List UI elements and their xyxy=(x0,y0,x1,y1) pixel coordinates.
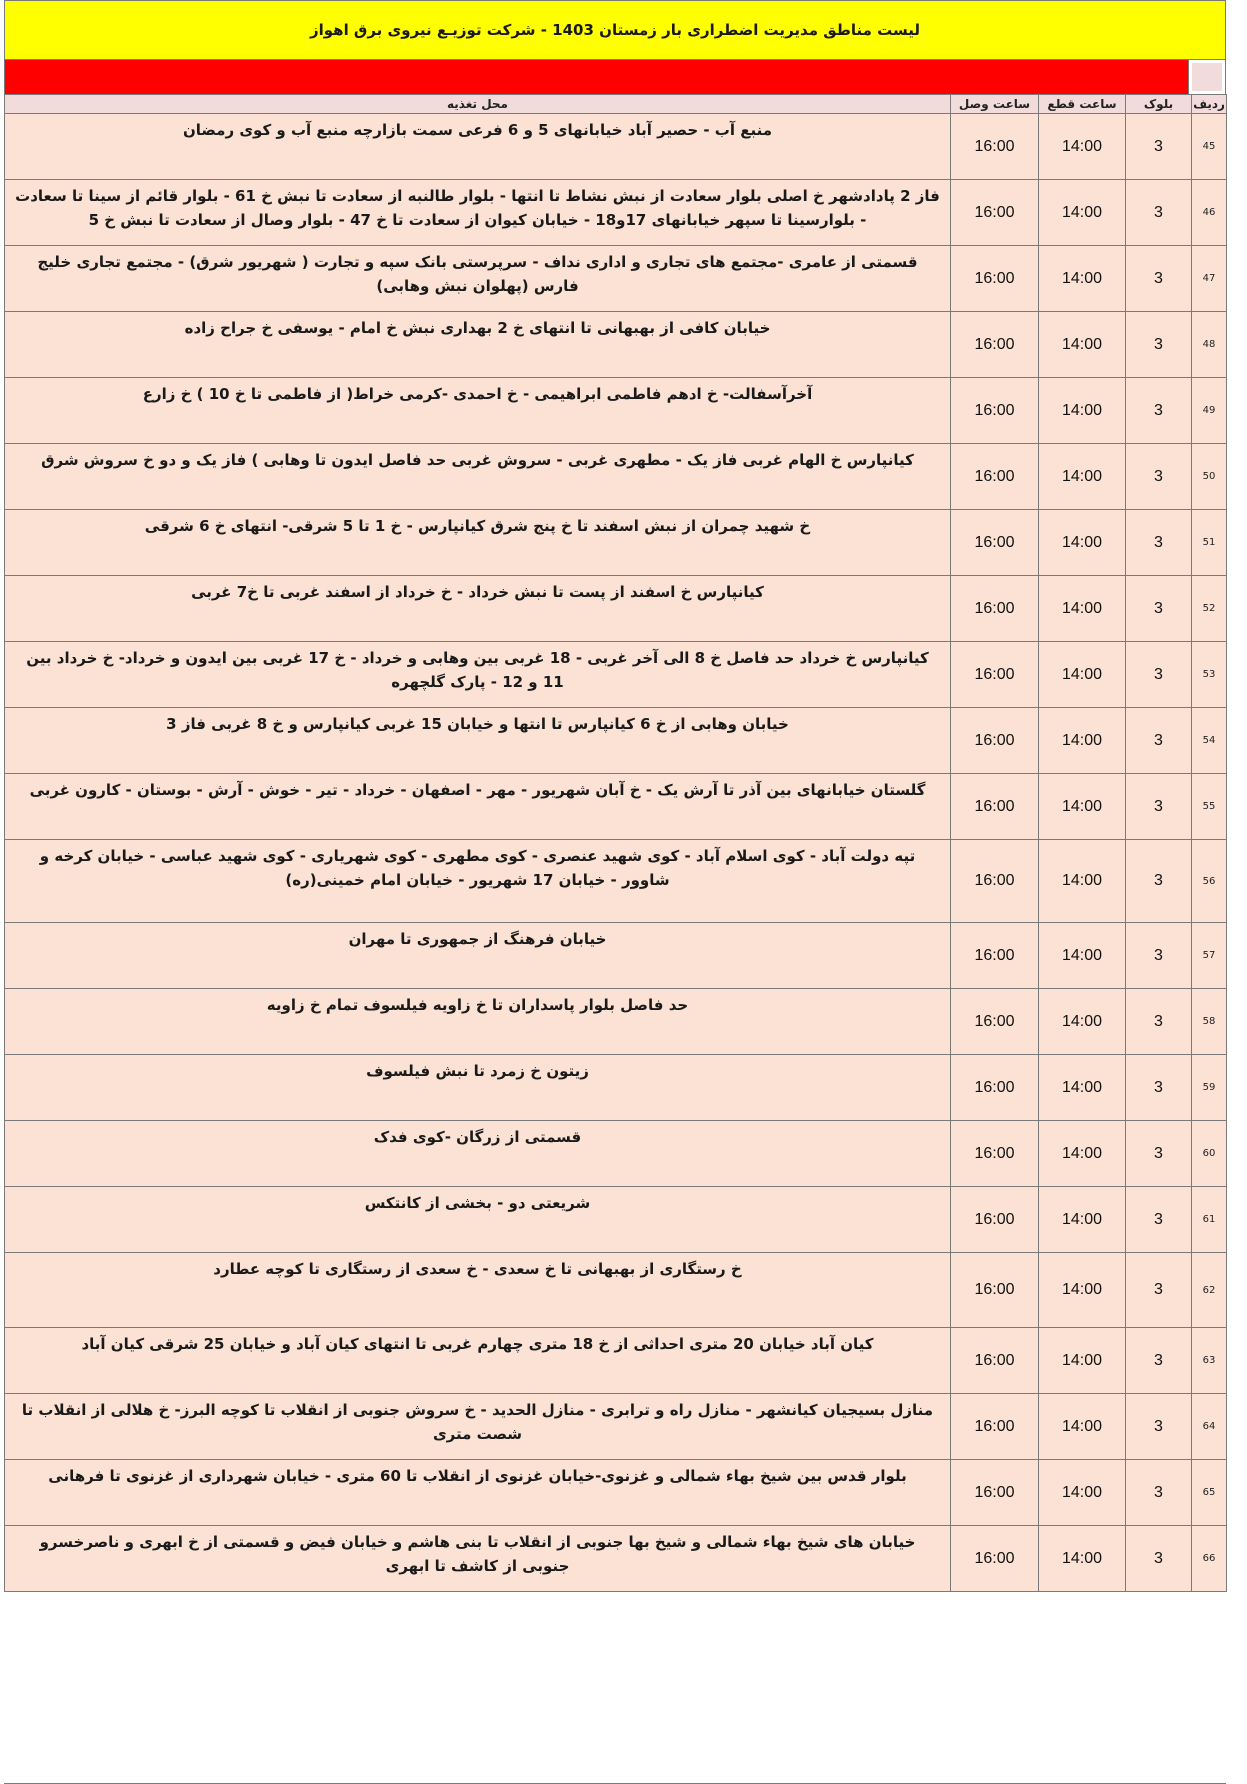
row-number-cell: 61 xyxy=(1192,1187,1227,1253)
block-cell: 3 xyxy=(1126,1055,1192,1121)
row-number-cell: 59 xyxy=(1192,1055,1227,1121)
table-row xyxy=(5,1526,1227,1592)
row-number-cell: 58 xyxy=(1192,989,1227,1055)
block-cell: 3 xyxy=(1126,774,1192,840)
block-cell: 3 xyxy=(1126,1526,1192,1592)
header-cut-time: ساعت قطع xyxy=(1039,95,1126,114)
location-cell: خ شهید چمران از نبش اسفند تا خ پنج شرق کیانپارس - خ 1 تا 5 شرقی- انتهای خ 6 شرقی xyxy=(5,510,951,576)
location-cell: کیانپارس خ الهام غربی فاز یک - مطهری غربی - سروش غربی حد فاصل ایدون تا وهابی ) فاز یک و دو خ سروش شرق xyxy=(5,444,951,510)
connect-time-cell: 16:00 xyxy=(951,923,1039,989)
block-cell: 3 xyxy=(1126,840,1192,923)
row-number-cell: 62 xyxy=(1192,1253,1227,1328)
row-number-cell: 66 xyxy=(1192,1526,1227,1592)
header-row-number: ردیف xyxy=(1192,95,1227,114)
connect-time-cell: 16:00 xyxy=(951,114,1039,180)
cut-time-cell: 14:00 xyxy=(1039,1055,1126,1121)
connect-time-cell: 16:00 xyxy=(951,180,1039,246)
location-cell: خیابان های شیخ بهاء شمالی و شیخ بها جنوبی از انقلاب تا بنی هاشم و خیابان فیض و قسمتی از خ ابهری و ناصرخسرو جنوبی از کاشف تا ابهری xyxy=(5,1526,951,1592)
row-number-cell: 49 xyxy=(1192,378,1227,444)
row-number-cell: 63 xyxy=(1192,1328,1227,1394)
cut-time-cell: 14:00 xyxy=(1039,180,1126,246)
table-row xyxy=(5,576,1227,642)
table-row xyxy=(5,840,1227,923)
table-row xyxy=(5,180,1227,246)
row-number-cell: 60 xyxy=(1192,1121,1227,1187)
connect-time-cell: 16:00 xyxy=(951,840,1039,923)
table-row xyxy=(5,989,1227,1055)
sheet-title: لیست مناطق مدیریت اضطراری بار زمستان 1403 - شرکت توزیـع نیروی برق اهواز xyxy=(4,0,1226,60)
cut-time-cell: 14:00 xyxy=(1039,774,1126,840)
row-number-cell: 51 xyxy=(1192,510,1227,576)
cut-time-cell: 14:00 xyxy=(1039,1253,1126,1328)
connect-time-cell: 16:00 xyxy=(951,989,1039,1055)
cut-time-cell: 14:00 xyxy=(1039,312,1126,378)
table-row xyxy=(5,1121,1227,1187)
header-connect-time: ساعت وصل xyxy=(951,95,1039,114)
block-cell: 3 xyxy=(1126,510,1192,576)
location-cell: خیابان وهابی از خ 6 کیانپارس تا انتها و خیابان 15 غربی کیانپارس و خ 8 غربی فاز 3 xyxy=(5,708,951,774)
block-cell: 3 xyxy=(1126,246,1192,312)
connect-time-cell: 16:00 xyxy=(951,1394,1039,1460)
row-number-cell: 48 xyxy=(1192,312,1227,378)
table-row xyxy=(5,642,1227,708)
connect-time-cell: 16:00 xyxy=(951,1121,1039,1187)
location-cell: خیابان فرهنگ از جمهوری تا مهران xyxy=(5,923,951,989)
row-number-cell: 56 xyxy=(1192,840,1227,923)
cut-time-cell: 14:00 xyxy=(1039,923,1126,989)
location-cell: کیان آباد خیابان 20 متری احداثی از خ 18 متری چهارم غربی تا انتهای کیان آباد و خیابان 25 شرقی کیان آباد xyxy=(5,1328,951,1394)
location-cell: خ رستگاری از بهبهانی تا خ سعدی - خ سعدی از رستگاری تا کوچه عطارد xyxy=(5,1253,951,1328)
table-row xyxy=(5,1187,1227,1253)
corner-cell xyxy=(1189,60,1225,94)
row-number-cell: 57 xyxy=(1192,923,1227,989)
block-cell: 3 xyxy=(1126,378,1192,444)
row-number-cell: 55 xyxy=(1192,774,1227,840)
cut-time-cell: 14:00 xyxy=(1039,246,1126,312)
spreadsheet-sheet xyxy=(4,0,1226,1592)
block-cell: 3 xyxy=(1126,180,1192,246)
block-cell: 3 xyxy=(1126,1187,1192,1253)
block-cell: 3 xyxy=(1126,642,1192,708)
location-cell: قسمتی از زرگان -کوی فدک xyxy=(5,1121,951,1187)
table-row xyxy=(5,1055,1227,1121)
connect-time-cell: 16:00 xyxy=(951,576,1039,642)
cut-time-cell: 14:00 xyxy=(1039,1526,1126,1592)
header-location: محل تغذیه xyxy=(5,95,951,114)
location-cell: کیانپارس خ اسفند از پست تا نبش خرداد - خ خرداد از اسفند غربی تا خ7 غربی xyxy=(5,576,951,642)
red-banner xyxy=(4,60,1226,94)
row-number-cell: 50 xyxy=(1192,444,1227,510)
block-cell: 3 xyxy=(1126,1394,1192,1460)
table-row xyxy=(5,774,1227,840)
location-cell: کیانپارس خ خرداد حد فاصل خ 8 الی آخر غربی - 18 غربی بین وهابی و خرداد - خ 17 غربی بین ایدون و خرداد- خ خرداد بین 11 و 12 - پارک گلچهره xyxy=(5,642,951,708)
location-cell: تپه دولت آباد - کوی اسلام آباد - کوی شهید عنصری - کوی مطهری - کوی شهریاری - کوی شهید عباسی - خیابان کرخه و شاوور - خیابان 17 شهریور - خیابان امام خمینی(ره) xyxy=(5,840,951,923)
cut-time-cell: 14:00 xyxy=(1039,1460,1126,1526)
cut-time-cell: 14:00 xyxy=(1039,708,1126,774)
table-row xyxy=(5,246,1227,312)
location-cell: زیتون خ زمرد تا نبش فیلسوف xyxy=(5,1055,951,1121)
table-row xyxy=(5,444,1227,510)
location-cell: بلوار قدس بین شیخ بهاء شمالی و غزنوی-خیابان غزنوی از انقلاب تا 60 متری - خیابان شهرداری از غزنوی تا فرهانی xyxy=(5,1460,951,1526)
table-row xyxy=(5,1253,1227,1328)
connect-time-cell: 16:00 xyxy=(951,444,1039,510)
connect-time-cell: 16:00 xyxy=(951,378,1039,444)
table-row xyxy=(5,708,1227,774)
block-cell: 3 xyxy=(1126,1328,1192,1394)
row-number-cell: 47 xyxy=(1192,246,1227,312)
connect-time-cell: 16:00 xyxy=(951,708,1039,774)
header-block: بلوک xyxy=(1126,95,1192,114)
location-cell: قسمتی از عامری -مجتمع های تجاری و اداری نداف - سرپرستی بانک سپه و تجارت ( شهریور شرق) - مجتمع تجاری خلیج فارس (پهلوان نبش وهابی) xyxy=(5,246,951,312)
location-cell: فاز 2 پادادشهر خ اصلی بلوار سعادت از نبش نشاط تا انتها - بلوار طالنبه از سعادت تا نبش خ 61 - بلوار قائم از سینا تا سعادت - بلوارسینا تا سپهر خیابانهای 17و18 - خیابان کیوان از سعادت تا خ 47 - بلوار وصال از سعادت تا نبش خ 5 xyxy=(5,180,951,246)
connect-time-cell: 16:00 xyxy=(951,246,1039,312)
red-fill xyxy=(5,60,1189,94)
row-number-cell: 52 xyxy=(1192,576,1227,642)
connect-time-cell: 16:00 xyxy=(951,510,1039,576)
table-row xyxy=(5,1394,1227,1460)
table-row xyxy=(5,1328,1227,1394)
cut-time-cell: 14:00 xyxy=(1039,1394,1126,1460)
cut-time-cell: 14:00 xyxy=(1039,378,1126,444)
table-header-row xyxy=(5,95,1227,114)
block-cell: 3 xyxy=(1126,1460,1192,1526)
outage-table xyxy=(4,94,1227,1592)
connect-time-cell: 16:00 xyxy=(951,642,1039,708)
connect-time-cell: 16:00 xyxy=(951,1253,1039,1328)
location-cell: منازل بسیجیان کیانشهر - منازل راه و ترابری - منازل الحدید - خ سروش جنوبی از انقلاب تا کوچه البرز- خ هلالی از انقلاب تا شصت متری xyxy=(5,1394,951,1460)
cut-time-cell: 14:00 xyxy=(1039,989,1126,1055)
block-cell: 3 xyxy=(1126,312,1192,378)
cut-time-cell: 14:00 xyxy=(1039,840,1126,923)
row-number-cell: 46 xyxy=(1192,180,1227,246)
cut-time-cell: 14:00 xyxy=(1039,576,1126,642)
connect-time-cell: 16:00 xyxy=(951,312,1039,378)
location-cell: حد فاصل بلوار پاسداران تا خ زاویه فیلسوف تمام خ زاویه xyxy=(5,989,951,1055)
row-number-cell: 64 xyxy=(1192,1394,1227,1460)
connect-time-cell: 16:00 xyxy=(951,1187,1039,1253)
row-number-cell: 45 xyxy=(1192,114,1227,180)
block-cell: 3 xyxy=(1126,989,1192,1055)
cut-time-cell: 14:00 xyxy=(1039,444,1126,510)
block-cell: 3 xyxy=(1126,444,1192,510)
block-cell: 3 xyxy=(1126,1121,1192,1187)
connect-time-cell: 16:00 xyxy=(951,774,1039,840)
table-row xyxy=(5,1460,1227,1526)
connect-time-cell: 16:00 xyxy=(951,1526,1039,1592)
location-cell: خیابان کافی از بهبهانی تا انتهای خ 2 بهداری نبش خ امام - یوسفی خ جراح زاده xyxy=(5,312,951,378)
location-cell: آخرآسفالت- خ ادهم فاطمی ابراهیمی - خ احمدی -کرمی خراط( از فاطمی تا خ 10 ) خ زارع xyxy=(5,378,951,444)
block-cell: 3 xyxy=(1126,923,1192,989)
block-cell: 3 xyxy=(1126,114,1192,180)
table-row xyxy=(5,312,1227,378)
cut-time-cell: 14:00 xyxy=(1039,1187,1126,1253)
table-row xyxy=(5,510,1227,576)
row-number-cell: 65 xyxy=(1192,1460,1227,1526)
cut-time-cell: 14:00 xyxy=(1039,114,1126,180)
connect-time-cell: 16:00 xyxy=(951,1460,1039,1526)
row-number-cell: 53 xyxy=(1192,642,1227,708)
connect-time-cell: 16:00 xyxy=(951,1328,1039,1394)
table-row xyxy=(5,923,1227,989)
block-cell: 3 xyxy=(1126,1253,1192,1328)
cut-time-cell: 14:00 xyxy=(1039,1328,1126,1394)
connect-time-cell: 16:00 xyxy=(951,1055,1039,1121)
location-cell: منبع آب - حصیر آباد خیابانهای 5 و 6 فرعی سمت بازارچه منبع آب و کوی رمضان xyxy=(5,114,951,180)
row-number-cell: 54 xyxy=(1192,708,1227,774)
table-row xyxy=(5,378,1227,444)
block-cell: 3 xyxy=(1126,576,1192,642)
location-cell: شریعتی دو - بخشی از کانتکس xyxy=(5,1187,951,1253)
cut-time-cell: 14:00 xyxy=(1039,642,1126,708)
location-cell: گلستان خیابانهای بین آذر تا آرش یک - خ آبان شهریور - مهر - اصفهان - خرداد - تیر - خوش - آرش - بوستان - کارون غربی xyxy=(5,774,951,840)
cut-time-cell: 14:00 xyxy=(1039,510,1126,576)
cut-time-cell: 14:00 xyxy=(1039,1121,1126,1187)
table-row xyxy=(5,114,1227,180)
block-cell: 3 xyxy=(1126,708,1192,774)
table-body xyxy=(5,114,1227,1592)
